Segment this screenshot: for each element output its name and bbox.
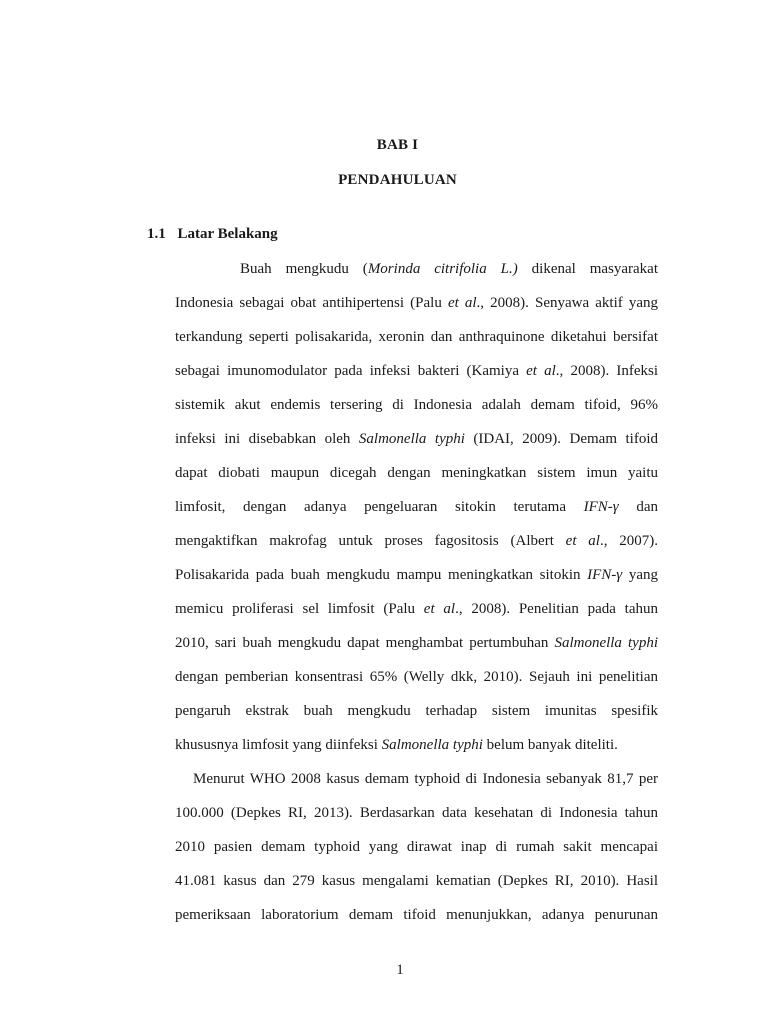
chapter-title: PENDAHULUAN [338,172,457,188]
text-run: 41.081 kasus dan 279 kasus mengalami kematian (Depkes RI, 2010). Hasil [175,873,658,889]
section-number: 1.1 [147,226,166,242]
chapter-label: BAB I [376,137,419,153]
text-line [175,429,658,449]
text-run: yang [622,567,658,583]
section-heading [147,226,278,243]
text-run: dapat diobati maupun dicegah dengan meningkatkan sistem imun yaitu [175,465,658,481]
text-line [175,837,658,857]
text-run: ., 2007). [599,533,659,549]
text-line [175,905,658,925]
text-run: pemeriksaan laboratorium demam tifoid menunjukkan, adanya penurunan [175,907,658,923]
text-line [175,293,658,313]
text-run: 2010 pasien demam typhoid yang dirawat inap di rumah sakit mencapai [175,839,658,855]
text-run: Buah mengkudu ( [240,261,368,277]
text-run: (IDAI, 2009). Demam tifoid [464,431,658,447]
text-run: khususnya limfosit yang diinfeksi [175,737,382,753]
text-line [175,803,658,823]
text-run: limfosit, dengan adanya pengeluaran sitokin terutama [175,499,584,515]
text-line [175,633,658,653]
text-run: 2010, sari buah mengkudu dapat menghambat pertumbuhan [175,635,555,651]
text-run: Indonesia sebagai obat antihipertensi (Palu [175,295,448,311]
text-run: mengaktifkan makrofag untuk proses fagositosis (Albert [175,533,566,549]
text-run: ., 2008). Infeksi [555,363,658,379]
text-line [175,361,658,381]
italic-term: IFN-γ [587,567,623,583]
text-run: 100.000 (Depkes RI, 2013). Berdasarkan data kesehatan di Indonesia tahun [175,805,658,821]
italic-term: et al [447,295,477,311]
text-line [175,395,658,415]
text-run: dan [618,499,658,515]
text-run: sebagai imunomodulator pada infeksi bakteri (Kamiya [175,363,527,379]
italic-term: et al [423,601,456,617]
text-line [175,327,658,347]
italic-term: Salmonella typhi [381,737,483,753]
italic-term: et al [565,533,600,549]
text-line [175,667,658,687]
text-run: Polisakarida pada buah mengkudu mampu meningkatkan sitokin [175,567,588,583]
text-line [175,701,658,721]
text-run: ., 2008). Penelitian pada tahun [455,601,658,617]
text-run: Menurut WHO 2008 kasus demam typhoid di Indonesia sebanyak 81,7 per [193,771,658,787]
text-run: belum banyak diteliti. [482,737,618,753]
text-line [175,463,658,483]
text-run: dengan pemberian konsentrasi 65% (Welly dkk, 2010). Sejauh ini penelitian [175,669,658,685]
italic-term: Salmonella typhi [554,635,658,651]
italic-term: IFN-γ [583,499,619,515]
italic-term: Salmonella typhi [358,431,465,447]
text-line [175,565,658,585]
page-number: 1 [396,962,404,978]
section-title: Latar Belakang [177,226,278,242]
text-run: sistemik akut endemis tersering di Indonesia adalah demam tifoid, 96% [175,397,658,413]
text-line [175,871,658,891]
italic-term: Morinda citrifolia L.) [367,261,518,277]
text-line [175,599,658,619]
text-run: terkandung seperti polisakarida, xeronin dan anthraquinone diketahui bersifat [175,329,658,345]
text-line [175,497,658,517]
text-line [175,531,658,551]
text-run: dikenal masyarakat [517,261,659,277]
text-line [175,735,658,755]
text-run: memicu proliferasi sel limfosit (Palu [175,601,424,617]
text-line [193,769,658,789]
text-line [240,259,658,279]
text-run: pengaruh ekstrak buah mengkudu terhadap sistem imunitas spesifik [175,703,658,719]
text-run: ., 2008). Senyawa aktif yang [476,295,658,311]
text-run: infeksi ini disebabkan oleh [175,431,359,447]
italic-term: et al [526,363,556,379]
